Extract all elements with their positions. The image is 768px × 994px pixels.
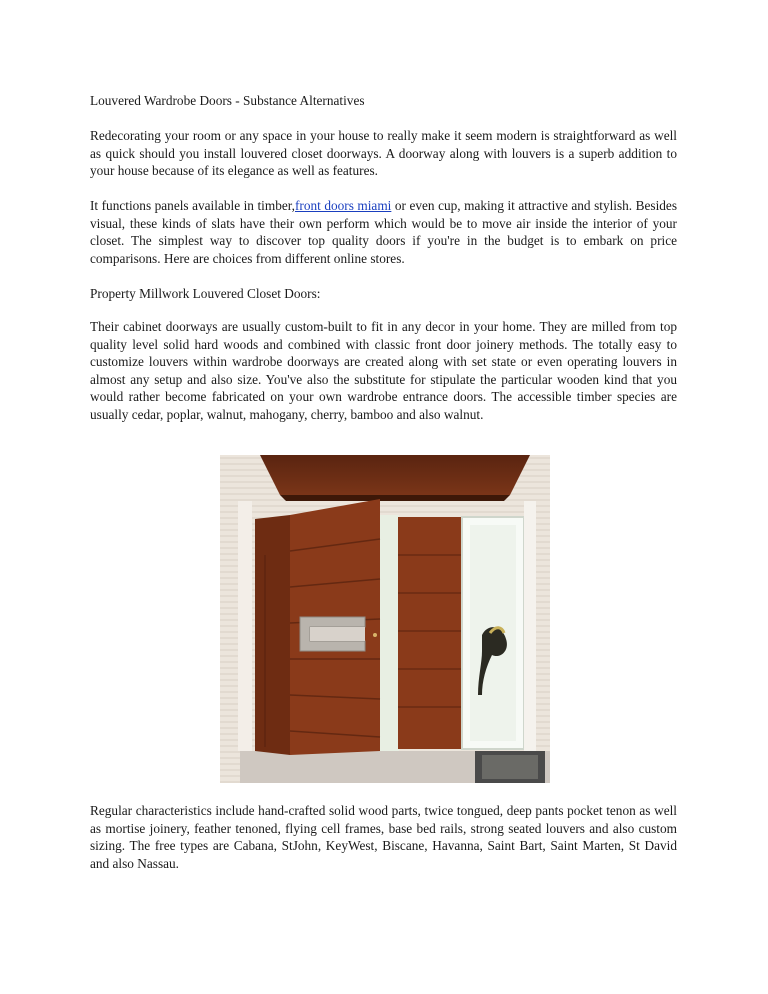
title-text: Louvered Wardrobe Doors - Substance Alternatives xyxy=(90,93,365,108)
wood-ceiling xyxy=(260,455,530,495)
paragraph-2-text-a: It functions panels available in timber, xyxy=(90,198,295,213)
paragraph-2 xyxy=(90,197,677,267)
door-illustration xyxy=(220,455,550,783)
paragraph-1: Redecorating your room or any space in your house to really make it seem modern is straightforward as well as quick should you install louvered closet doorways. A doorway along with louvers is a superb addition to your house because of its elegance as well as features. xyxy=(90,128,677,178)
front-doors-miami-link[interactable]: front doors miami xyxy=(294,198,392,213)
front-door-photo xyxy=(220,455,550,783)
subheading xyxy=(90,285,677,303)
paragraph-4: Regular characteristics include hand-crafted solid wood parts, twice tongued, deep pants pocket tenon as well as mortise joinery, feather tenoned, flying cell frames, base bed rails, strong seated louvers and also custom sizing. The free types are Cabana, StJohn, KeyWest, Biscane, Havanna, Saint Bart, Saint Marten, St David and also Nassau. xyxy=(90,803,677,871)
door-edge xyxy=(255,515,290,755)
fixed-panel xyxy=(398,517,462,749)
document-title xyxy=(90,92,677,110)
subheading-text: Property Millwork Louvered Closet Doors: xyxy=(90,286,321,301)
paragraph-3: Their cabinet doorways are usually custom-built to fit in any decor in your home. They are milled from top quality level solid hard woods and combined with classic front door joinery methods. The totally easy to customize louvers within wardrobe doorways are created along with set state or even operating louvers in almost any setup and also size. You've also the substitute for stipulate the particular wooden kind that you would rather become fabricated on your own wardrobe entrance doors. The accessible timber species are usually cedar, poplar, walnut, mahogany, cherry, bamboo and also walnut. xyxy=(90,319,677,422)
paragraph-2-text-b: or even cup, making it attractive and stylish. Besides visual, these kinds of slats have their own perform which would be to move air inside the interior of your closet. The simplest way to discover top quality doors if you're in the budget is to embark on price comparisons. Here are choices from different online stores. xyxy=(90,198,677,266)
